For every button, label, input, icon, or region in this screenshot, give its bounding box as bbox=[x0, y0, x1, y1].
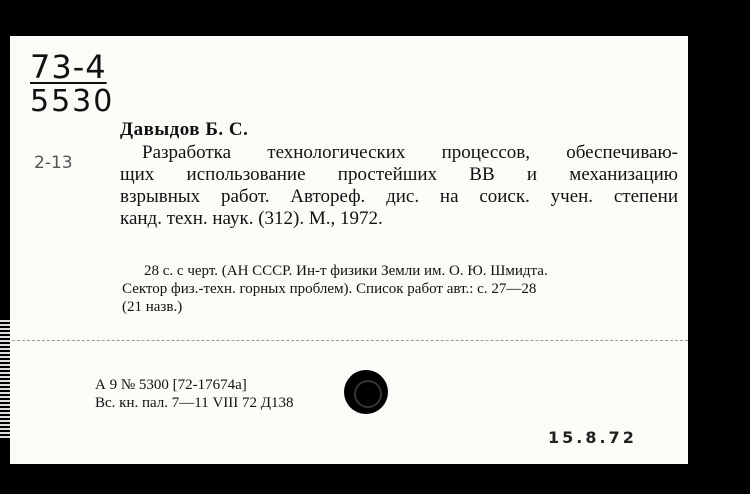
collation-line-2: Сектор физ.-техн. горных проблем). Список работ авт.: с. 27—28 bbox=[122, 281, 537, 297]
title-line-2: щих использование простейших ВВ и механизацию bbox=[120, 164, 678, 185]
date-stamp: 15.8.72 bbox=[548, 428, 637, 447]
collation-line-3: (21 назв.) bbox=[122, 299, 183, 315]
ink-stamp-circle bbox=[344, 370, 388, 414]
card-divider bbox=[12, 340, 688, 341]
registration-line-1: А 9 № 5300 [72-17674а] bbox=[95, 377, 247, 393]
handwritten-shelfmark-top: 73-4 bbox=[30, 48, 107, 86]
title-description bbox=[120, 142, 678, 230]
title-line-3: взрывных работ. Автореф. дис. на соиск. учен. степени bbox=[120, 186, 678, 207]
author-name: Давыдов Б. С. bbox=[120, 119, 249, 140]
title-line-1: Разработка технологических процессов, обеспечиваю- bbox=[142, 142, 678, 163]
registration-info bbox=[95, 376, 294, 412]
handwritten-side-note: 2-13 bbox=[34, 153, 73, 173]
collation-note bbox=[122, 262, 678, 316]
collation-line-1: 28 с. с черт. (АН СССР. Ин-т физики Земли им. О. Ю. Шмидта. bbox=[144, 263, 548, 279]
card-edge-strip bbox=[0, 320, 10, 440]
title-line-4: канд. техн. наук. (312). М., 1972. bbox=[120, 208, 383, 229]
handwritten-shelfmark-bottom: 5530 bbox=[30, 84, 115, 119]
registration-line-2: Вс. кн. пал. 7—11 VIII 72 Д138 bbox=[95, 395, 294, 411]
